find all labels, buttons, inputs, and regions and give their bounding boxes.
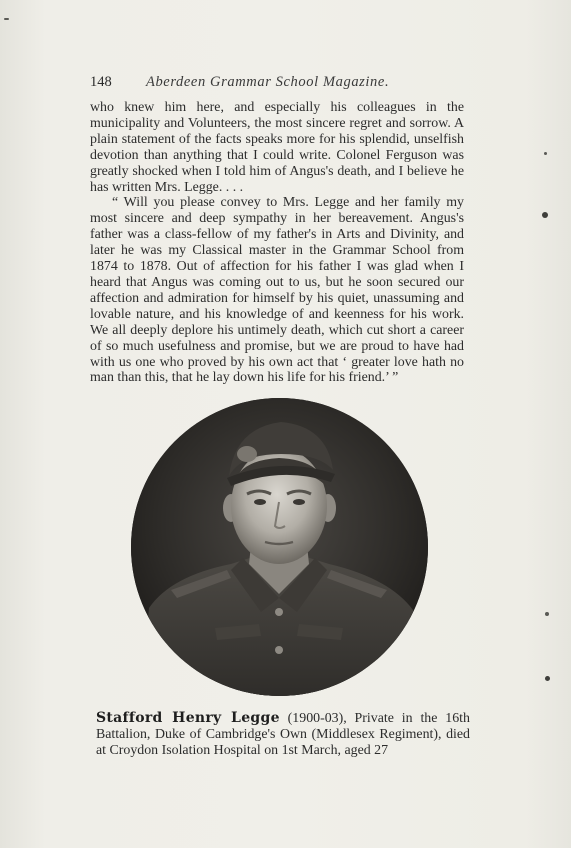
page-number: 148 (90, 74, 112, 90)
paper-speck (544, 152, 547, 155)
paper-speck (4, 18, 9, 20)
paper-speck (542, 212, 548, 218)
portrait-photo (131, 398, 428, 696)
paper-speck (545, 676, 550, 681)
running-title: Aberdeen Grammar School Magazine. (146, 74, 390, 90)
portrait-caption (96, 710, 470, 759)
paper-speck (545, 612, 549, 616)
paragraph: who knew him here, and especially his colleagues in the municipality and Volunteers, the most sincere regret and sorrow. A plain statement of the facts speaks more for his splendid, unselfish devotion than anything that I could write. Colonel Ferguson was greatly shocked when I told him of Angus's death, and I believe he has written Mrs. Legge. . . . (90, 100, 464, 195)
paragraph: “ Will you please convey to Mrs. Legge and her family my most sincere and deep sympathy in her bereavement. Angus's father was a class-fellow of my father's in Arts and Divinity, and later he was my Classical master in the Grammar School from 1874 to 1878. Out of affection for his father I was glad when I heard that Angus was coming out to us, but he soon secured our affection and admiration for himself by his quiet, unassuming and lovable nature, and his knowledge of and keenness for his work. We all deeply deplore his untimely death, which cut short a career of so much usefulness and promise, but we are proud to have had with us one who proved by his own act that ‘ greater love hath no man than this, that he lay down his life for his friend.’ ” (90, 195, 464, 386)
article-body (90, 100, 464, 386)
page-header (90, 74, 470, 91)
caption-text: (1900-03), Private in the 16th Battalion, Duke of Cambridge's Own (Middlesex Regiment), died at Croydon Isolation Hospital on 1st March, aged 27 (96, 711, 470, 758)
soldier-portrait-image (131, 398, 428, 696)
soldier-name: Stafford Henry Legge (96, 710, 280, 726)
